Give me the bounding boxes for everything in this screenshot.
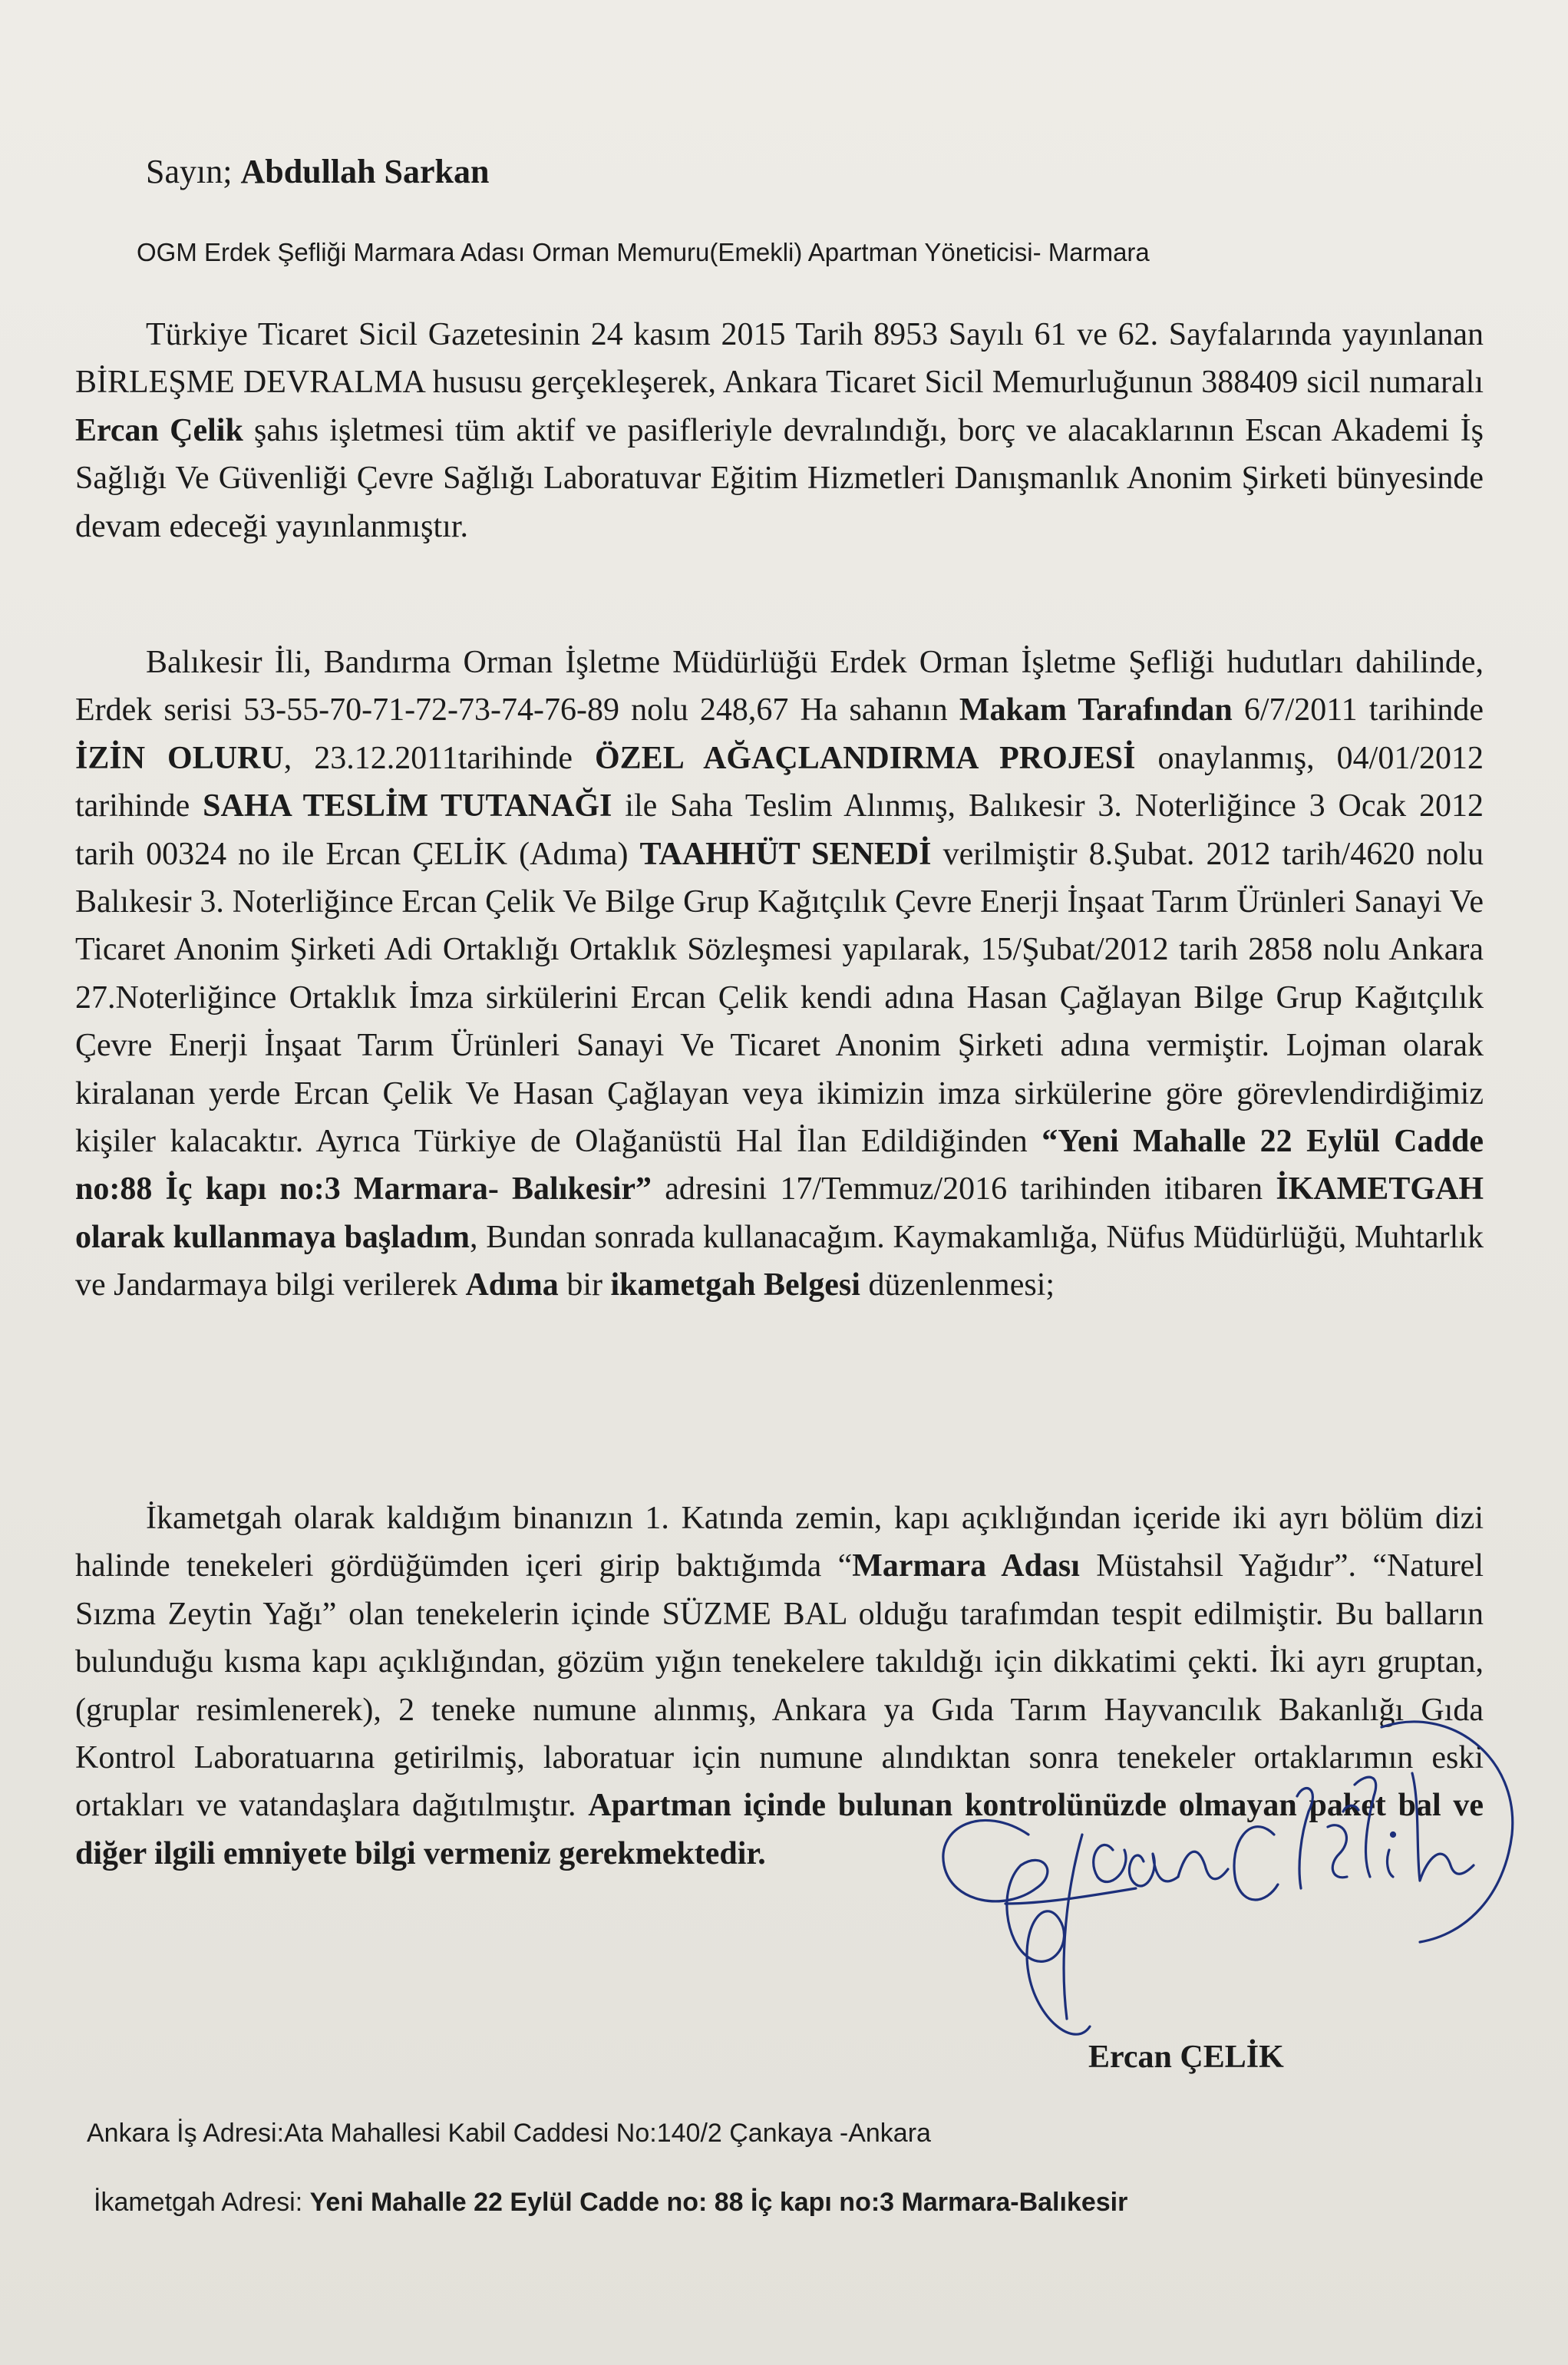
work-address-value: Ata Mahallesi Kabil Caddesi No:140/2 Çankaya -Ankara (284, 2119, 931, 2148)
recipient-name: Abdullah Sarkan (240, 153, 490, 190)
work-address-label: Ankara İş Adresi: (87, 2119, 285, 2148)
paragraph-2: Balıkesir İli, Bandırma Orman İşletme Müdürlüğü Erdek Orman İşletme Şefliği hudutları dahilinde, Erdek serisi 53-55-70-71-72-73-74-76-89 nolu 248,67 Ha sahanın Makam Tarafından 6/7/2011 tarihinde İZİN OLURU, 23.12.2011tarihinde ÖZEL AĞAÇLANDIRMA PROJESİ onaylanmış, 04/01/2012 tarihinde SAHA TESLİM TUTANAĞI ile Saha Teslim Alınmış, Balıkesir 3. Noterliğince 3 Ocak 2012 tarih 00324 no ile Ercan ÇELİK (Adıma) TAAHHÜT SENEDİ verilmiştir 8.Şubat. 2012 tarih/4620 nolu Balıkesir 3. Noterliğince Ercan Çelik Ve Bilge Grup Kağıtçılık Çevre Enerji İnşaat Tarım Ürünleri Sanayi Ve Ticaret Anonim Şirketi Adi Ortaklığı Ortaklık Sözleşmesi yapılarak, 15/Şubat/2012 tarih 2858 nolu Ankara 27.Noterliğince Ortaklık İmza sirkülerini Ercan Çelik kendi adına Hasan Çağlayan Bilge Grup Kağıtçılık Çevre Enerji İnşaat Tarım Ürünleri Sanayi Ve Ticaret Anonim Şirketi adına vermiştir. Lojman olarak kiralanan yerde Ercan Çelik Ve Hasan Çağlayan veya ikimizin imza sirkülerine göre görevlendirdiğimiz kişiler kalacaktır. Ayrıca Türkiye de Olağanüstü Hal İlan Edildiğinden “Yeni Mahalle 22 Eylül Cadde no:88 İç kapı no:3 Marmara- Balıkesir” adresini 17/Temmuz/2016 tarihinden itibaren İKAMETGAH olarak kullanmaya başladım, Bundan sonrada kullanacağım. Kaymakamlığa, Nüfus Müdürlüğü, Muhtarlık ve Jandarmaya bilgi verilerek Adıma bir ikametgah Belgesi düzenlenmesi; (75, 645, 1484, 1303)
salutation: Sayın; (146, 153, 233, 190)
work-address (87, 2119, 931, 2149)
greeting (146, 152, 490, 191)
handwritten-signature (913, 1712, 1527, 2080)
recipient-title: OGM Erdek Şefliği Marmara Adası Orman Memuru(Emekli) Apartman Yöneticisi- Marmara (137, 238, 1150, 266)
signature-strokes (943, 1722, 1513, 2034)
home-address-value: Yeni Mahalle 22 Eylül Cadde no: 88 İç kapı no:3 Marmara-Balıkesir (309, 2188, 1128, 2217)
paragraph-1: Türkiye Ticaret Sicil Gazetesinin 24 kasım 2015 Tarih 8953 Sayılı 61 ve 62. Sayfalarında yayınlanan BİRLEŞME DEVRALMA hususu gerçekleşerek, Ankara Ticaret Sicil Memurluğunun 388409 sicil numaralı Ercan Çelik şahıs işletmesi tüm aktif ve pasifleriyle devralındığı, borç ve alacaklarının Escan Akademi İş Sağlığı Ve Güvenliği Çevre Sağlığı Laboratuvar Eğitim Hizmetleri Danışmanlık Anonim Şirketi bünyesinde devam edeceği yayınlanmıştır. (75, 317, 1484, 544)
home-address-label: İkametgah Adresi: (94, 2188, 310, 2217)
signer-name: Ercan ÇELİK (1088, 2040, 1284, 2075)
paragraph-3: İkametgah olarak kaldığım binanızın 1. Katında zemin, kapı açıklığından içeride iki ayrı bölüm dizi halinde tenekeleri gördüğümden içeri girip baktığımda “Marmara Adası Müstahsil Yağıdır”. “Naturel Sızma Zeytin Yağı” olan tenekelerin içinde SÜZME BAL olduğu tarafımdan tespit edilmiştir. Bu balların bulunduğu kısma kapı açıklığından, gözüm yığın tenekelere takıldığı için dikkatimi çekti. İki ayrı gruptan, (gruplar resimlenerek), 2 teneke numune alınmış, Ankara ya Gıda Tarım Hayvancılık Bakanlığı Gıda Kontrol Laboratuarına getirilmiş, laboratuar için numune alındıktan sonra tenekeler ortaklarımın eski ortakları ve vatandaşlara dağıtılmıştır. Apartman içinde bulunan kontrolünüzde olmayan paket bal ve diğer ilgili emniyete bilgi vermeniz gerekmektedir. (75, 1501, 1484, 1871)
home-address (94, 2188, 1127, 2218)
